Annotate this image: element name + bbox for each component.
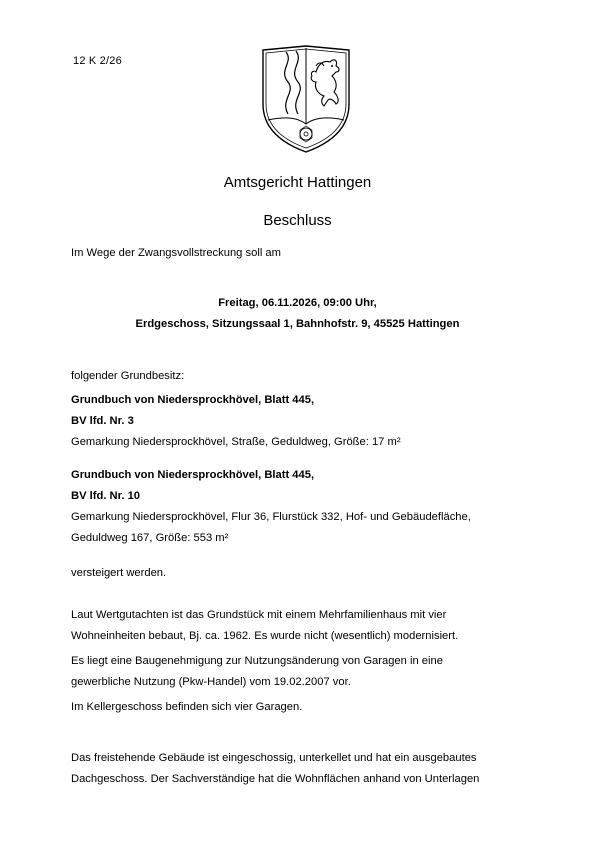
intro-text: Im Wege der Zwangsvollstreckung soll am (71, 247, 281, 259)
paragraph2-line1: Es liegt eine Baugenehmigung zur Nutzungsänderung von Garagen in eine (71, 655, 443, 667)
document-title: Beschluss (263, 212, 332, 229)
lot2-title-line2: BV lfd. Nr. 10 (71, 490, 141, 502)
lot1-title-line2: BV lfd. Nr. 3 (71, 415, 134, 427)
lot2-description-line2: Geduldweg 167, Größe: 553 m² (71, 532, 229, 544)
nrw-coat-of-arms-icon (258, 42, 354, 154)
paragraph3: Im Kellergeschoss befinden sich vier Garagen. (71, 701, 303, 713)
paragraph4-line2: Dachgeschoss. Der Sachverständige hat die Wohnflächen anhand von Unterlagen (71, 773, 480, 785)
paragraph4-line1: Das freistehende Gebäude ist eingeschossig, unterkellet und hat ein ausgebautes (71, 752, 477, 764)
court-name: Amtsgericht Hattingen (223, 174, 372, 191)
lot1-description: Gemarkung Niedersprockhövel, Straße, Geduldweg, Größe: 17 m² (71, 436, 401, 448)
lot2-title-line1: Grundbuch von Niedersprockhövel, Blatt 445, (71, 469, 315, 481)
lot2-description-line1: Gemarkung Niedersprockhövel, Flur 36, Flurstück 332, Hof- und Gebäudefläche, (71, 511, 471, 523)
lot1-title-line1: Grundbuch von Niedersprockhövel, Blatt 445, (71, 394, 315, 406)
paragraph1-line2: Wohneinheiten bebaut, Bj. ca. 1962. Es wurde nicht (wesentlich) modernisiert. (71, 630, 459, 642)
hearing-location: Erdgeschoss, Sitzungssaal 1, Bahnhofstr. 9, 45525 Hattingen (135, 318, 460, 330)
auction-text: versteigert werden. (71, 567, 167, 579)
paragraph2-line2: gewerbliche Nutzung (Pkw-Handel) vom 19.02.2007 vor. (71, 676, 351, 688)
paragraph1-line1: Laut Wertgutachten ist das Grundstück mit einem Mehrfamilienhaus mit vier (71, 609, 447, 621)
case-number: 12 K 2/26 (73, 55, 122, 67)
hearing-date: Freitag, 06.11.2026, 09:00 Uhr, (218, 297, 377, 309)
property-intro: folgender Grundbesitz: (71, 370, 185, 382)
